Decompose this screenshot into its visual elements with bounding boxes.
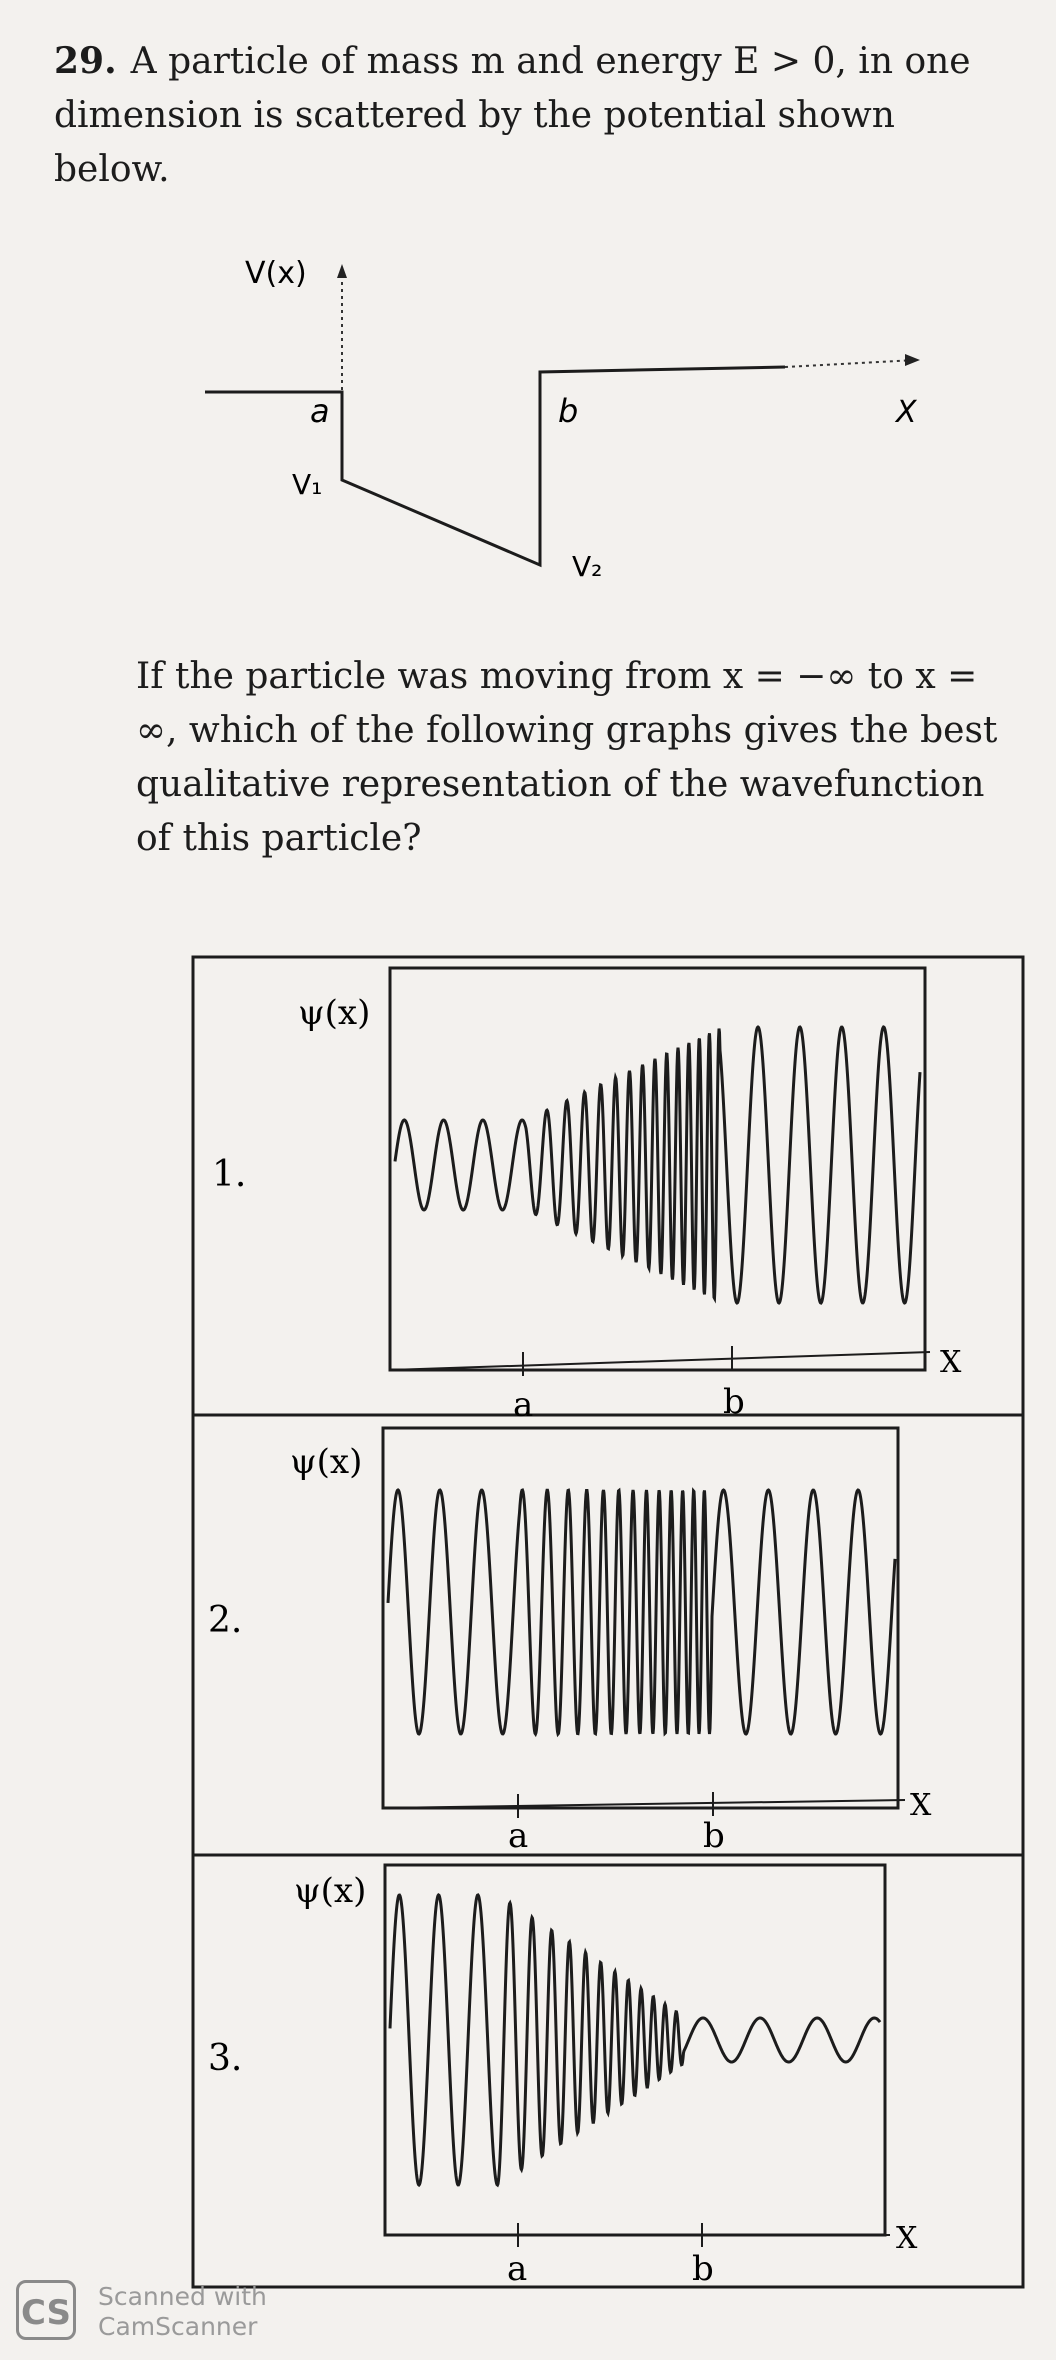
option-1-a-label: a	[513, 1385, 534, 1425]
option-1-b-label: b	[723, 1382, 745, 1422]
potential-x-label: X	[896, 395, 917, 430]
option-3-a-label: a	[507, 2249, 528, 2289]
potential-a-label: a	[310, 392, 330, 430]
option-3-number: 3.	[208, 2038, 243, 2079]
camscanner-logo-icon: CS	[16, 2280, 76, 2340]
question-intro-text: A particle of mass m and energy E > 0, in one dimension is scattered by the potential shown below.	[54, 41, 971, 190]
scanner-watermark	[16, 2280, 276, 2350]
option-3-wavefunction	[390, 1895, 880, 2185]
option-2-x-label: X	[910, 1788, 932, 1823]
option-1-x-axis	[390, 1352, 930, 1370]
potential-b-label: b	[558, 392, 579, 430]
option-2[interactable]	[208, 1428, 932, 1856]
option-2-a-label: a	[508, 1816, 529, 1856]
potential-v1-label: V₁	[292, 468, 323, 501]
option-2-b-label: b	[703, 1816, 725, 1856]
option-3-ylabel: ψ(x)	[294, 1871, 367, 1911]
option-3[interactable]	[208, 1865, 918, 2289]
watermark-line-2: CamScanner	[98, 2312, 258, 2341]
potential-axis-label: V(x)	[245, 256, 307, 291]
question-prompt: If the particle was moving from x = −∞ to x = ∞, which of the following graphs gives the best qualitative representation of the wavefunction of this particle?	[136, 656, 998, 859]
option-2-frame	[383, 1428, 898, 1808]
question-number: 29.	[54, 40, 117, 82]
potential-v2-label: V₂	[572, 550, 603, 583]
option-1[interactable]	[212, 968, 962, 1425]
option-1-x-label: X	[940, 1345, 962, 1380]
option-3-b-label: b	[692, 2249, 714, 2289]
option-3-x-label: X	[896, 2221, 918, 2256]
option-2-wavefunction	[388, 1490, 895, 1734]
option-1-wavefunction	[395, 1027, 920, 1303]
option-1-number: 1.	[212, 1154, 247, 1195]
option-1-ylabel: ψ(x)	[298, 993, 371, 1033]
option-2-number: 2.	[208, 1600, 243, 1641]
option-2-ylabel: ψ(x)	[290, 1442, 363, 1482]
watermark-text	[98, 2282, 267, 2342]
watermark-line-1: Scanned with	[98, 2282, 267, 2311]
